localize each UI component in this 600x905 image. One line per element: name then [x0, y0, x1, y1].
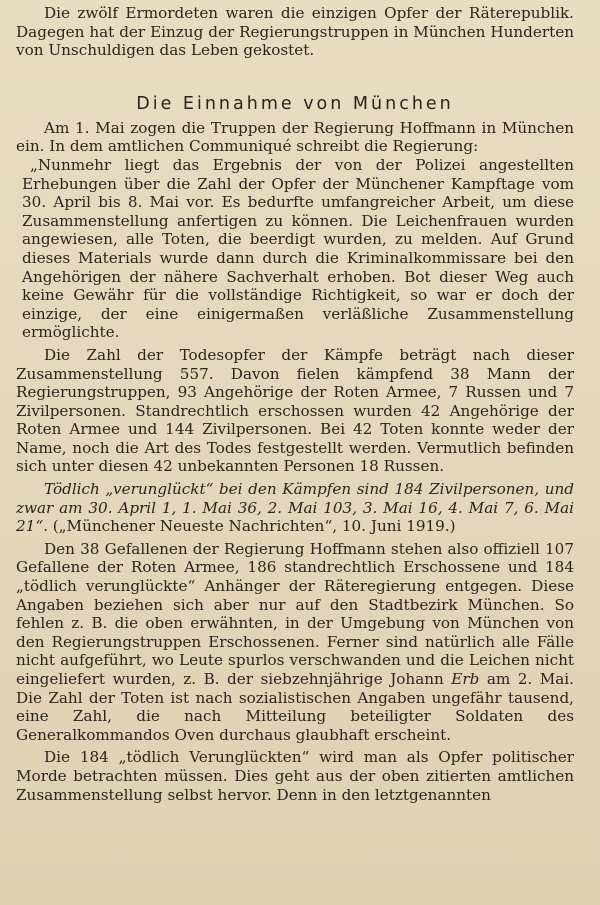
paragraph-1: Am 1. Mai zogen die Truppen der Regierung Hoffmann in München ein. In dem amtlichen Communiqué schreibt die Regierung:	[16, 118, 574, 156]
paragraph-2: Die Zahl der Todesopfer der Kämpfe beträgt nach dieser Zusammenstellung 557. Davon fielen kämpfend 38 Mann der Regierungstruppen, 93 Angehörige der Roten Armee, 7 Russen und 7 Zivilpersonen. Standrechtlich erschossen wurden 42 Angehörige der Roten Armee und 144 Zivilpersonen. Bei 42 Toten konnte weder der Name, noch die Art des Todes festgestellt werden. Vermutlich befinden sich unter diesen 42 unbekannten Personen 18 Russen.	[16, 345, 574, 476]
paragraph-3-source: („Münchener Neueste Nachrichten“, 10. Juni 1919.)	[47, 517, 456, 536]
paragraph-3	[16, 480, 574, 536]
paragraph-3-italic: Tödlich „verunglückt“ bei den Kämpfen sind 184 Zivilpersonen, und zwar am 30. April 1, 1. Mai 36, 2. Mai 103, 3. Mai 16, 4. Mai 7, 6. Mai 21“.	[16, 480, 574, 536]
paragraph-4	[16, 540, 574, 745]
intro-paragraph: Die zwölf Ermordeten waren die einzigen Opfer der Räterepublik. Dagegen hat der Einzug der Regierungstruppen in München Hunderten von Unschuldigen das Leben gekostet.	[16, 4, 574, 60]
paragraph-4-name: Erb	[451, 670, 480, 688]
section-heading: Die Einnahme von München	[136, 93, 454, 114]
paragraph-4-text-a: Den 38 Gefallenen der Regierung Hoffmann stehen also offiziell 107 Gefallene der Roten Armee, 186 standrechtlich Erschossene und 184 „tödlich verunglückte“ Anhänger der Räteregierung entgegen. Diese Angaben beziehen sich aber nur auf den Stadtbezirk München. So fehlen z. B. die oben erwähnten, in der Umgebung von München von den Regierungstruppen Erschossenen. Ferner sind natürlich alle Fälle nicht aufgeführt, wo Leute spurlos verschwanden und die Leichen nicht eingeliefert wurden, z. B. der siebzehnjährige Johann	[16, 539, 574, 688]
paragraph-5: Die 184 „tödlich Verunglückten“ wird man als Opfer politischer Morde betrachten müssen. Dies geht aus der oben zitierten amtlichen Zusammenstellung selbst hervor. Denn in den letztgenannten	[16, 748, 574, 804]
quote-paragraph: „Nunmehr liegt das Ergebnis der von der Polizei angestellten Erhebungen über die Zahl der Opfer der Münchener Kampftage vom 30. April bis 8. Mai vor. Es bedurfte umfangreicher Arbeit, um diese Zusammenstellung anfertigen zu können. Die Leichenfrauen wurden angewiesen, alle Toten, die beerdigt wurden, zu melden. Auf Grund dieses Materials wurde dann durch die Kriminalkommissare bei den Angehörigen der nähere Sachverhalt erhoben. Bot dieser Weg auch keine Gewähr für die vollständige Richtigkeit, so war er doch der einzige, der eine einigermaßen verläßliche Zusammenstellung ermöglichte.	[22, 155, 574, 342]
paragraph-4-text-b: am 2. Mai. Die Zahl der Toten ist nach sozialistischen Angaben ungefähr tausend, eine Zahl, die nach Mitteilung beteiligter Soldaten des Generalkommandos Oven durchaus glaubhaft erscheint.	[16, 670, 574, 744]
